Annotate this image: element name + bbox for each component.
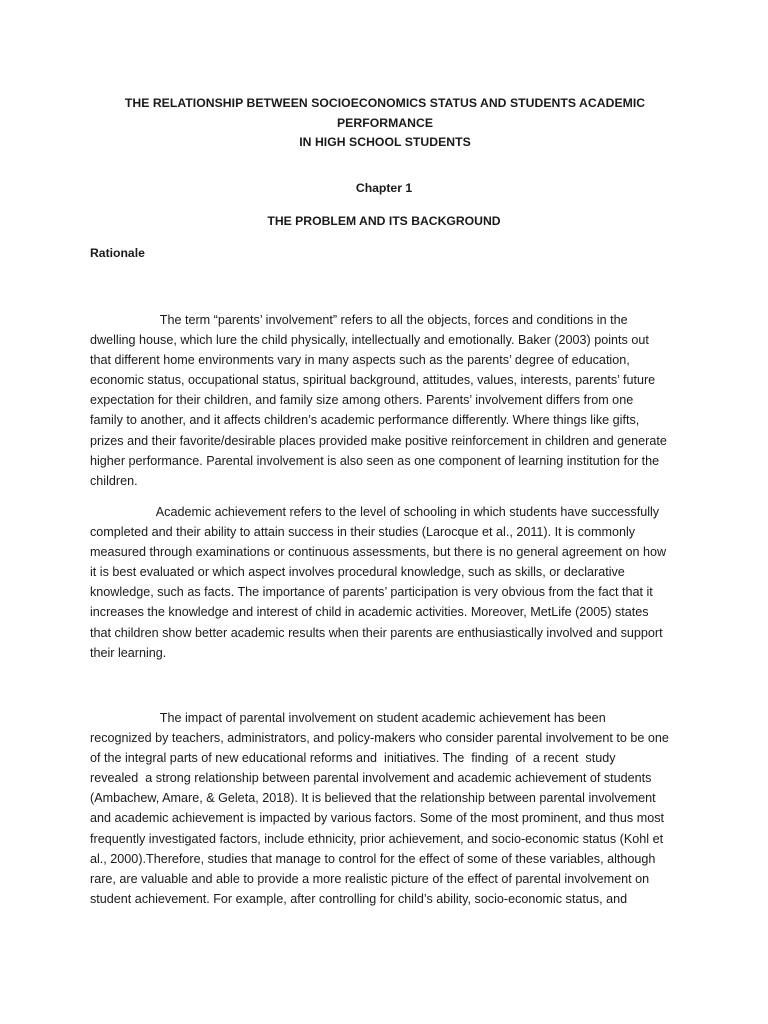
paragraph-line: recognized by teachers, administrators, and policy-makers who consider parental involvement to be one — [90, 731, 669, 746]
paragraph-line: that different home environments vary in many aspects such as the parents’ degree of education, — [90, 353, 630, 368]
paragraph-line: their learning. — [90, 645, 167, 660]
paragraph-line: that children show better academic results when their parents are enthusiastically involved and support — [90, 625, 663, 640]
paragraph-line: it is best evaluated or which aspect involves procedural knowledge, such as skills, or declarative — [90, 565, 625, 580]
paragraph-line: economic status, occupational status, spiritual background, attitudes, values, interests, parents’ future — [90, 373, 656, 388]
paragraph-line: The impact of parental involvement on student academic achievement has been — [90, 711, 606, 725]
paragraph-academic-achievement — [90, 502, 690, 663]
paragraph-line: prizes and their favorite/desirable places provided make positive reinforcement in children and generate — [90, 433, 667, 448]
document-title — [80, 94, 690, 153]
paragraph-line: completed and their ability to attain success in their studies (Larocque et al., 2011). It is commonly — [90, 525, 636, 540]
paragraph-parents-involvement — [90, 310, 690, 491]
paragraph-line: children. — [90, 473, 138, 488]
paragraph-line: measured through examinations or continuous assessments, but there is no general agreement on how — [90, 545, 667, 560]
paragraph-line: Academic achievement refers to the level of schooling in which students have successfully — [90, 505, 660, 519]
paragraph-line: and academic achievement is impacted by various factors. Some of the most prominent, and thus most — [90, 811, 664, 826]
paragraph-line: higher performance. Parental involvement is also seen as one component of learning institution for the — [90, 453, 660, 468]
paragraph-line: family to another, and it affects children’s academic performance differently. Where things like gifts, — [90, 413, 640, 428]
paragraph-line: revealed a strong relationship between parental involvement and academic achievement of students — [90, 771, 652, 786]
paragraph-line: rare, are valuable and able to provide a more realistic picture of the effect of parental involvement on — [90, 871, 650, 886]
title-line: THE RELATIONSHIP BETWEEN SOCIOECONOMICS STATUS AND STUDENTS ACADEMIC PERFORMANCE — [124, 96, 646, 130]
title-line: IN HIGH SCHOOL STUDENTS — [299, 135, 471, 149]
paragraph-line: al., 2000).Therefore, studies that manage to control for the effect of some of these variables, although — [90, 851, 656, 866]
paragraph-line: frequently investigated factors, include ethnicity, prior achievement, and socio-economic status (Kohl et — [90, 831, 664, 846]
section-heading: Rationale — [90, 246, 145, 260]
paragraph-line: knowledge, such as facts. The importance of parents’ participation is very obvious from the fact that it — [90, 585, 653, 600]
paragraph-line: (Ambachew, Amare, & Geleta, 2018). It is believed that the relationship between parental involvement — [90, 791, 656, 806]
chapter-title: THE PROBLEM AND ITS BACKGROUND — [267, 214, 501, 228]
paragraph-line: expectation for their children, and family size among others. Parents’ involvement differs from one — [90, 393, 634, 408]
paragraph-impact-of-involvement — [90, 708, 690, 909]
paragraph-line: student achievement. For example, after controlling for child’s ability, socio-economic status, and — [90, 891, 628, 906]
paragraph-line: The term “parents’ involvement” refers to all the objects, forces and conditions in the — [90, 313, 628, 327]
paragraph-line: increases the knowledge and interest of child in academic activities. Moreover, MetLife (2005) states — [90, 605, 649, 620]
paragraph-line: of the integral parts of new educational reforms and initiatives. The finding of a recent study — [90, 751, 616, 766]
chapter-number: Chapter 1 — [355, 181, 413, 195]
paragraph-line: dwelling house, which lure the child physically, intellectually and emotionally. Baker (2003) points out — [90, 333, 649, 348]
